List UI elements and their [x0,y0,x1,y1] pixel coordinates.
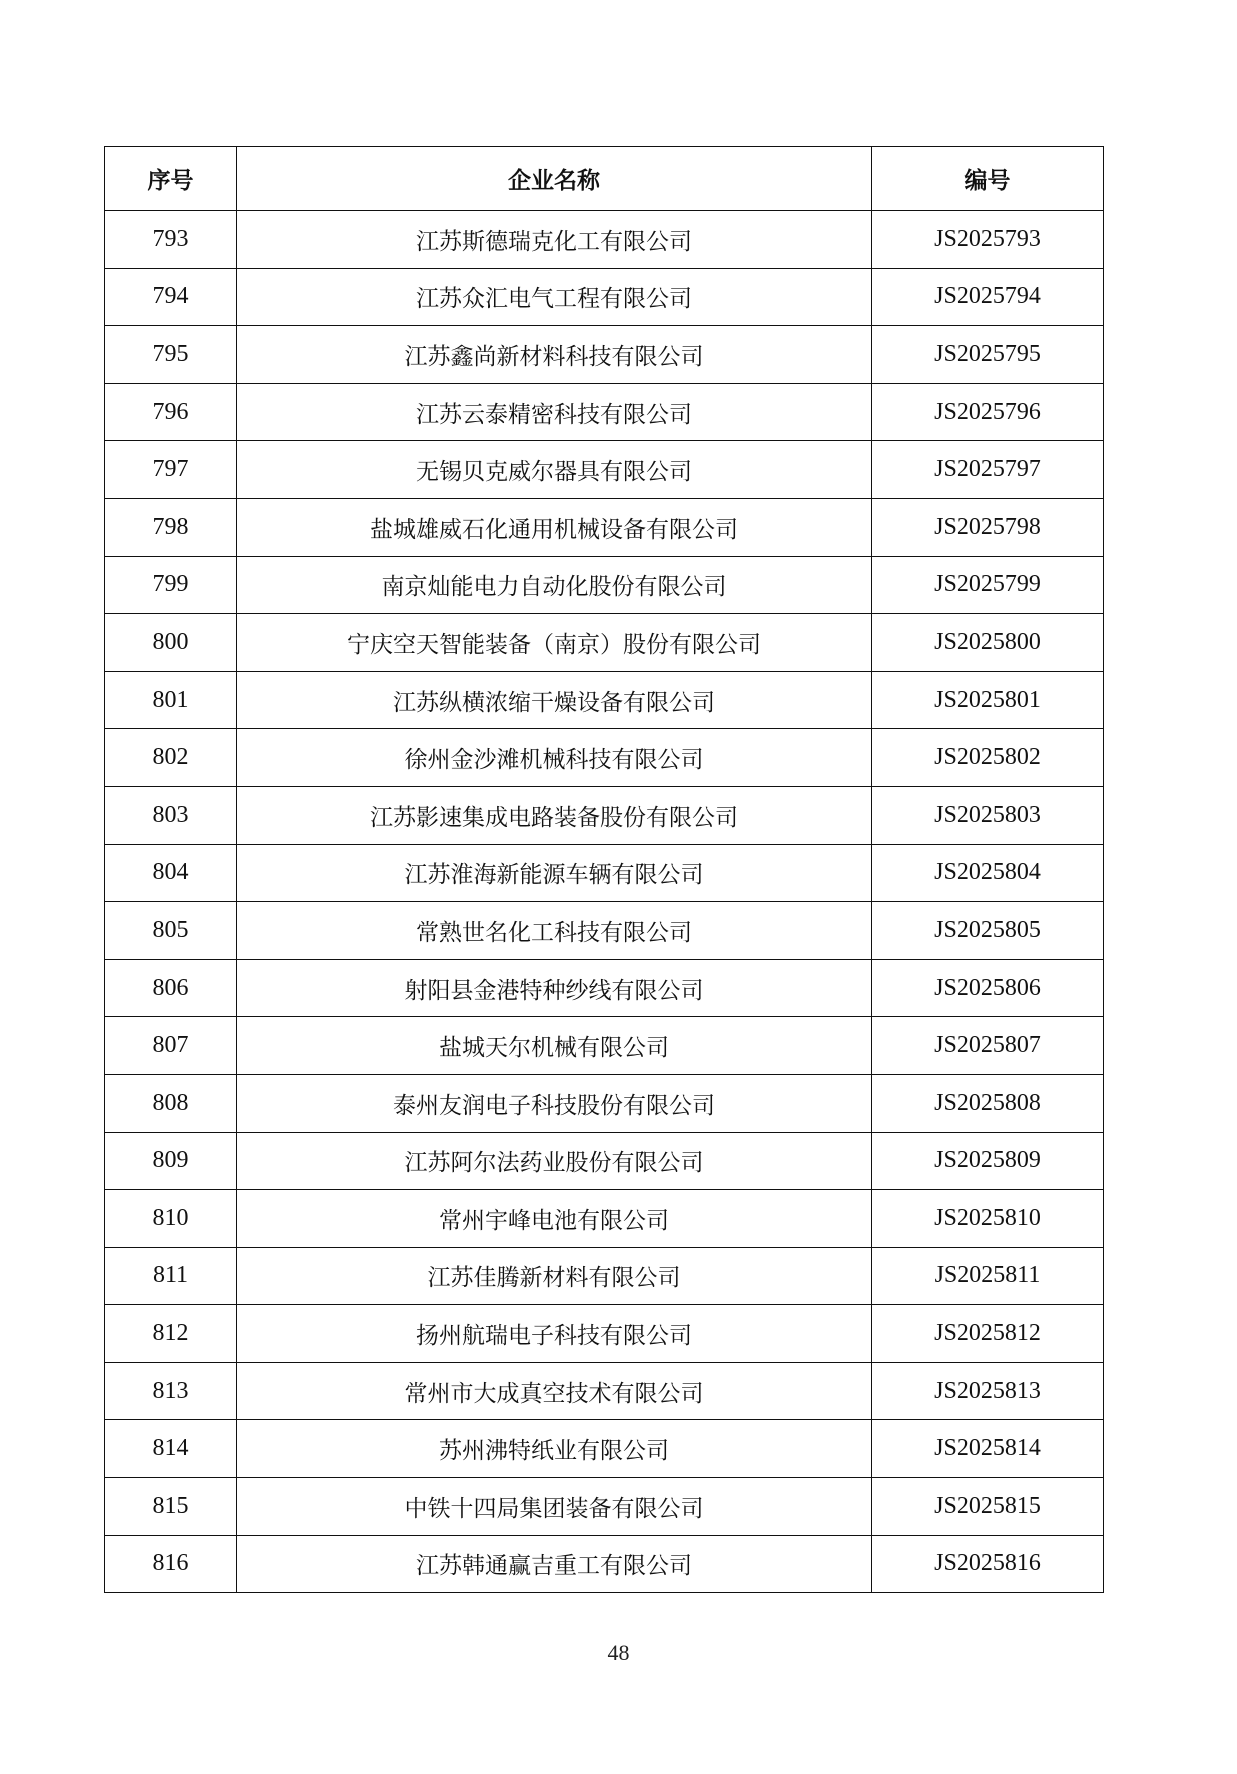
company-name-cell: 盐城天尔机械有限公司 [237,1017,872,1075]
table-body [105,211,1104,1593]
table-row [105,1074,1104,1132]
code-cell: JS2025805 [872,902,1104,960]
table-row [105,326,1104,384]
code-cell: JS2025815 [872,1478,1104,1536]
company-name-cell: 泰州友润电子科技股份有限公司 [237,1074,872,1132]
code-cell: JS2025807 [872,1017,1104,1075]
company-name-cell: 徐州金沙滩机械科技有限公司 [237,729,872,787]
company-name-cell: 江苏众汇电气工程有限公司 [237,268,872,326]
seq-cell: 794 [105,268,237,326]
table-row [105,1362,1104,1420]
seq-cell: 807 [105,1017,237,1075]
seq-cell: 816 [105,1535,237,1593]
table-row [105,1190,1104,1248]
table-row [105,1132,1104,1190]
code-cell: JS2025812 [872,1305,1104,1363]
table-row [105,1478,1104,1536]
table-row [105,1247,1104,1305]
company-name-cell: 无锡贝克威尔器具有限公司 [237,441,872,499]
company-name-cell: 常州市大成真空技术有限公司 [237,1362,872,1420]
seq-cell: 801 [105,671,237,729]
table-row [105,786,1104,844]
table-row [105,441,1104,499]
table-row [105,268,1104,326]
company-name-cell: 江苏云泰精密科技有限公司 [237,383,872,441]
seq-cell: 798 [105,498,237,556]
header-code: 编号 [872,147,1104,211]
code-cell: JS2025797 [872,441,1104,499]
company-name-cell: 江苏阿尔法药业股份有限公司 [237,1132,872,1190]
table-row [105,383,1104,441]
seq-cell: 812 [105,1305,237,1363]
company-name-cell: 南京灿能电力自动化股份有限公司 [237,556,872,614]
seq-cell: 796 [105,383,237,441]
code-cell: JS2025802 [872,729,1104,787]
seq-cell: 795 [105,326,237,384]
seq-cell: 809 [105,1132,237,1190]
company-name-cell: 盐城雄威石化通用机械设备有限公司 [237,498,872,556]
table-row [105,1535,1104,1593]
table-row [105,959,1104,1017]
code-cell: JS2025810 [872,1190,1104,1248]
table-row [105,729,1104,787]
company-name-cell: 江苏淮海新能源车辆有限公司 [237,844,872,902]
company-name-cell: 江苏佳腾新材料有限公司 [237,1247,872,1305]
company-name-cell: 江苏纵横浓缩干燥设备有限公司 [237,671,872,729]
company-name-cell: 江苏鑫尚新材料科技有限公司 [237,326,872,384]
code-cell: JS2025793 [872,211,1104,269]
code-cell: JS2025811 [872,1247,1104,1305]
seq-cell: 811 [105,1247,237,1305]
table-row [105,1420,1104,1478]
company-name-cell: 扬州航瑞电子科技有限公司 [237,1305,872,1363]
seq-cell: 810 [105,1190,237,1248]
table-row [105,556,1104,614]
seq-cell: 802 [105,729,237,787]
code-cell: JS2025803 [872,786,1104,844]
company-name-cell: 常州宇峰电池有限公司 [237,1190,872,1248]
seq-cell: 815 [105,1478,237,1536]
table-row [105,671,1104,729]
company-name-cell: 中铁十四局集团装备有限公司 [237,1478,872,1536]
company-name-cell: 宁庆空天智能装备（南京）股份有限公司 [237,614,872,672]
company-table [104,146,1104,1593]
seq-cell: 803 [105,786,237,844]
seq-cell: 799 [105,556,237,614]
code-cell: JS2025801 [872,671,1104,729]
code-cell: JS2025809 [872,1132,1104,1190]
seq-cell: 813 [105,1362,237,1420]
table-row [105,498,1104,556]
table-row [105,1017,1104,1075]
seq-cell: 814 [105,1420,237,1478]
company-name-cell: 常熟世名化工科技有限公司 [237,902,872,960]
company-name-cell: 江苏韩通赢吉重工有限公司 [237,1535,872,1593]
header-seq: 序号 [105,147,237,211]
seq-cell: 793 [105,211,237,269]
code-cell: JS2025816 [872,1535,1104,1593]
code-cell: JS2025799 [872,556,1104,614]
table-row [105,844,1104,902]
table-row [105,614,1104,672]
table-row [105,211,1104,269]
seq-cell: 805 [105,902,237,960]
code-cell: JS2025794 [872,268,1104,326]
seq-cell: 797 [105,441,237,499]
company-name-cell: 苏州沸特纸业有限公司 [237,1420,872,1478]
code-cell: JS2025800 [872,614,1104,672]
code-cell: JS2025808 [872,1074,1104,1132]
table-row [105,902,1104,960]
page-number: 48 [607,1640,630,1665]
code-cell: JS2025806 [872,959,1104,1017]
company-name-cell: 射阳县金港特种纱线有限公司 [237,959,872,1017]
seq-cell: 800 [105,614,237,672]
seq-cell: 808 [105,1074,237,1132]
table-row [105,1305,1104,1363]
seq-cell: 806 [105,959,237,1017]
code-cell: JS2025804 [872,844,1104,902]
company-name-cell: 江苏斯德瑞克化工有限公司 [237,211,872,269]
code-cell: JS2025796 [872,383,1104,441]
code-cell: JS2025813 [872,1362,1104,1420]
code-cell: JS2025795 [872,326,1104,384]
company-name-cell: 江苏影速集成电路装备股份有限公司 [237,786,872,844]
seq-cell: 804 [105,844,237,902]
table-header-row [105,147,1104,211]
header-company-name: 企业名称 [237,147,872,211]
code-cell: JS2025814 [872,1420,1104,1478]
code-cell: JS2025798 [872,498,1104,556]
